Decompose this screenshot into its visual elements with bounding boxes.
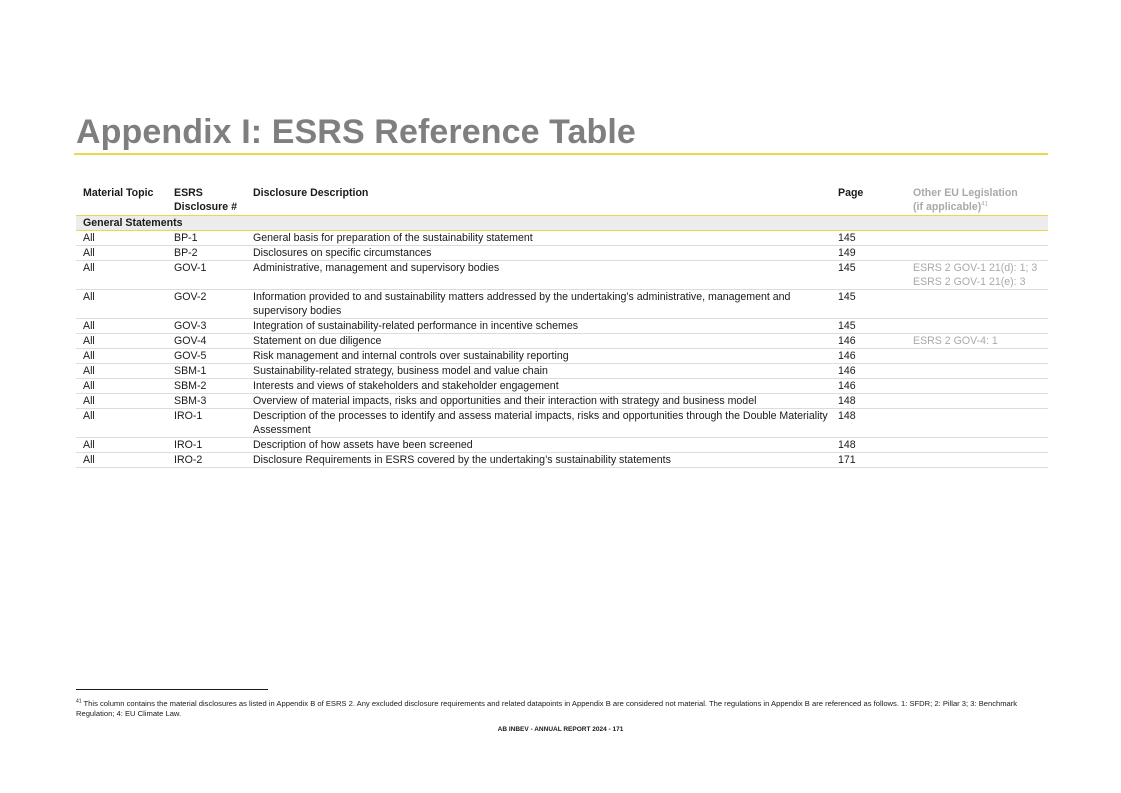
cell-disclosure-description: Statement on due diligence (253, 335, 382, 347)
cell-material-topic: All (83, 350, 95, 362)
other-legislation-ref: ESRS 2 GOV-1 21(e): 3 (913, 276, 1026, 288)
cell-disclosure-description: Description of how assets have been screened (253, 439, 473, 451)
cell-esrs-disclosure: GOV-1 (174, 262, 207, 274)
cell-material-topic: All (83, 262, 95, 274)
cell-material-topic: All (83, 439, 95, 451)
footnote-marker: 41 (76, 698, 82, 705)
table-header-row (76, 186, 1048, 216)
cell-material-topic: All (83, 320, 95, 332)
cell-material-topic: All (83, 454, 95, 466)
cell-esrs-disclosure: GOV-5 (174, 350, 207, 362)
header-esrs-disclosure (167, 186, 246, 216)
cell-material-topic: All (83, 232, 95, 244)
table-row (76, 379, 1048, 394)
cell-material-topic: All (83, 291, 95, 303)
cell-other-eu-legislation (906, 409, 1048, 438)
cell-other-eu-legislation (906, 349, 1048, 364)
cell-material-topic: All (83, 247, 95, 259)
footnote-divider (76, 689, 268, 690)
table-row (76, 334, 1048, 349)
cell-esrs-disclosure: SBM-2 (174, 380, 207, 392)
header-footnote-ref: 41 (981, 201, 988, 208)
other-legislation-ref: ESRS 2 GOV-4: 1 (913, 335, 998, 347)
footnote (76, 699, 1036, 719)
header-disclosure-line2: Disclosure # (174, 201, 238, 213)
header-disclosure-description: Disclosure Description (253, 187, 369, 199)
table-row (76, 349, 1048, 364)
cell-page: 148 (838, 395, 856, 407)
cell-esrs-disclosure: IRO-2 (174, 454, 203, 466)
cell-page: 148 (838, 439, 856, 451)
section-label: General Statements (76, 216, 1048, 231)
cell-page: 146 (838, 350, 856, 362)
cell-page: 145 (838, 262, 856, 274)
header-other-line1: Other EU Legislation (913, 187, 1018, 199)
cell-disclosure-description: Administrative, management and supervisory bodies (253, 262, 500, 274)
cell-material-topic: All (83, 365, 95, 377)
page-footer: AB INBEV - ANNUAL REPORT 2024 - 171 (497, 726, 624, 733)
cell-other-eu-legislation (906, 319, 1048, 334)
cell-esrs-disclosure: GOV-2 (174, 291, 207, 303)
cell-disclosure-description: Description of the processes to identify and assess material impacts, risks and opportunities through the Double Materiality Assessment (253, 410, 828, 436)
cell-esrs-disclosure: SBM-3 (174, 395, 207, 407)
cell-disclosure-description: Disclosures on specific circumstances (253, 247, 432, 259)
table-row (76, 453, 1048, 468)
cell-esrs-disclosure: GOV-4 (174, 335, 207, 347)
cell-other-eu-legislation (906, 379, 1048, 394)
table-row (76, 319, 1048, 334)
page-title: Appendix I: ESRS Reference Table (76, 113, 636, 151)
cell-page: 171 (838, 454, 856, 466)
cell-disclosure-description: Sustainability-related strategy, business model and value chain (253, 365, 548, 377)
cell-other-eu-legislation (906, 364, 1048, 379)
table-row (76, 261, 1048, 290)
cell-other-eu-legislation (906, 438, 1048, 453)
table-row (76, 394, 1048, 409)
cell-esrs-disclosure: BP-2 (174, 247, 198, 259)
cell-other-eu-legislation (906, 394, 1048, 409)
cell-other-eu-legislation (906, 334, 1048, 349)
cell-other-eu-legislation (906, 246, 1048, 261)
cell-material-topic: All (83, 380, 95, 392)
table-row (76, 290, 1048, 319)
cell-esrs-disclosure: IRO-1 (174, 439, 203, 451)
cell-disclosure-description: Integration of sustainability-related performance in incentive schemes (253, 320, 579, 332)
cell-esrs-disclosure: GOV-3 (174, 320, 207, 332)
title-underline (74, 153, 1048, 155)
cell-other-eu-legislation (906, 290, 1048, 319)
cell-esrs-disclosure: SBM-1 (174, 365, 207, 377)
footnote-text: This column contains the material disclosures as listed in Appendix B of ESRS 2. Any excluded disclosure requirements and related datapoints in Appendix B are considered not material. The regulations in Appendix B are referenced as follows. 1: SFDR; 2: Pillar 3; 3: Benchmark Regulation; 4: EU Climate Law. (76, 699, 1018, 718)
cell-disclosure-description: General basis for preparation of the sustainability statement (253, 232, 533, 244)
cell-page: 145 (838, 232, 856, 244)
esrs-reference-table (76, 186, 1048, 468)
cell-page: 146 (838, 380, 856, 392)
cell-esrs-disclosure: IRO-1 (174, 410, 203, 422)
cell-esrs-disclosure: BP-1 (174, 232, 198, 244)
cell-other-eu-legislation (906, 261, 1048, 290)
cell-other-eu-legislation (906, 231, 1048, 246)
cell-material-topic: All (83, 410, 95, 422)
header-material-topic: Material Topic (83, 187, 154, 199)
cell-disclosure-description: Disclosure Requirements in ESRS covered by the undertaking’s sustainability statements (253, 454, 671, 466)
cell-disclosure-description: Information provided to and sustainability matters addressed by the undertaking’s administrative, management and supervisory bodies (253, 291, 791, 317)
cell-disclosure-description: Overview of material impacts, risks and opportunities and their interaction with strategy and business model (253, 395, 757, 407)
header-disclosure-line1: ESRS (174, 187, 203, 199)
cell-page: 149 (838, 247, 856, 259)
cell-disclosure-description: Risk management and internal controls over sustainability reporting (253, 350, 569, 362)
cell-material-topic: All (83, 395, 95, 407)
header-page: Page (838, 187, 864, 199)
cell-disclosure-description: Interests and views of stakeholders and stakeholder engagement (253, 380, 559, 392)
table-row (76, 231, 1048, 246)
header-other-eu-legislation (906, 186, 1048, 216)
cell-material-topic: All (83, 335, 95, 347)
cell-page: 146 (838, 365, 856, 377)
table-row (76, 246, 1048, 261)
cell-page: 145 (838, 291, 856, 303)
table-row (76, 364, 1048, 379)
cell-other-eu-legislation (906, 453, 1048, 468)
table-row (76, 409, 1048, 438)
cell-page: 145 (838, 320, 856, 332)
table-row (76, 438, 1048, 453)
other-legislation-ref: ESRS 2 GOV-1 21(d): 1; 3 (913, 262, 1038, 274)
section-row (76, 216, 1048, 231)
cell-page: 146 (838, 335, 856, 347)
header-other-line2: (if applicable) (913, 201, 982, 213)
cell-page: 148 (838, 410, 856, 422)
